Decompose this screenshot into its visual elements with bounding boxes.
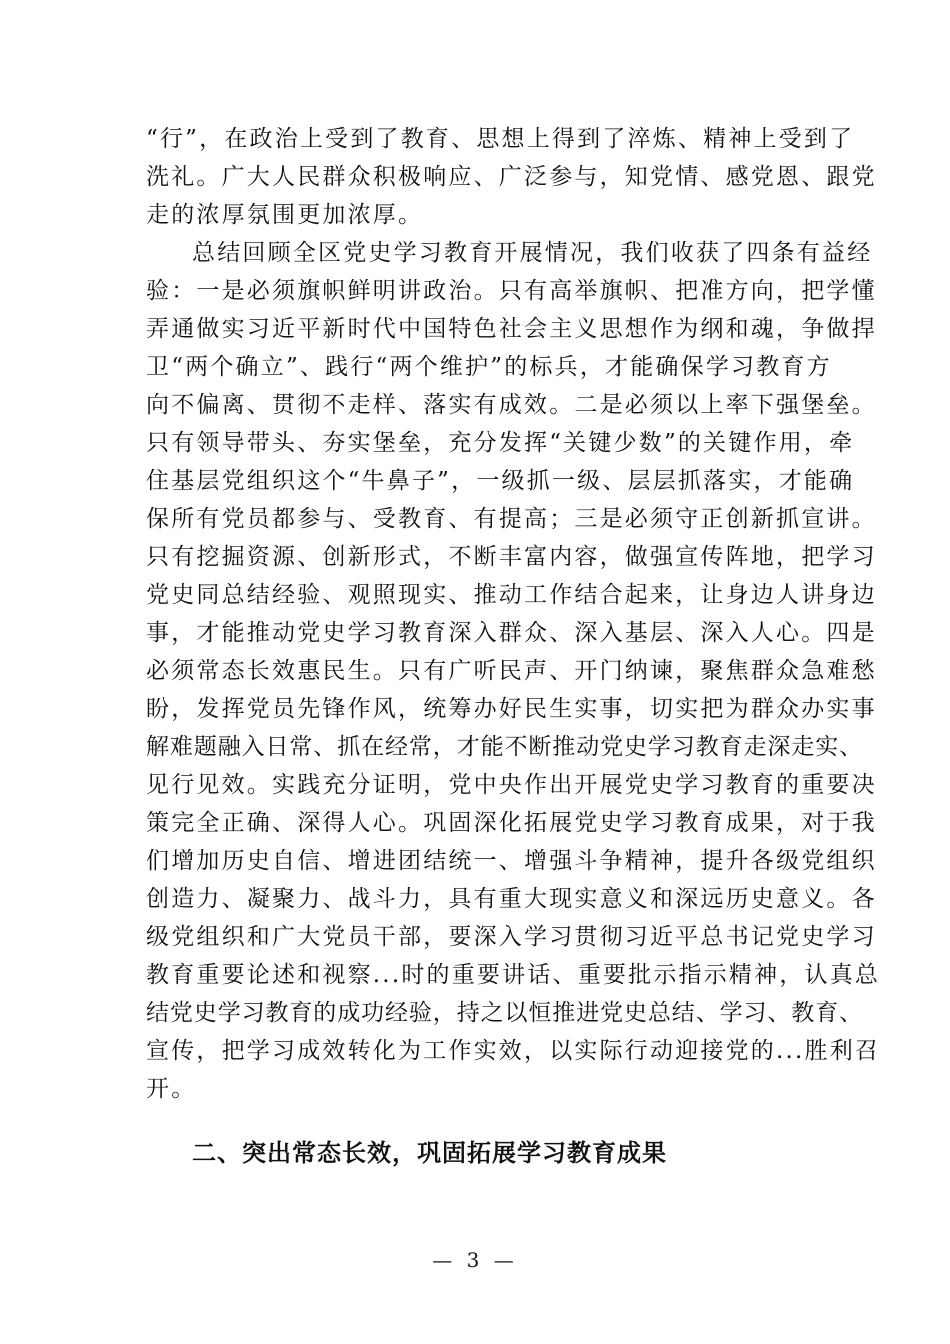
body-line: 验：一是必须旗帜鲜明讲政治。只有高举旗帜、把准方向，把学懂 <box>146 278 877 304</box>
body-line: 结党史学习教育的成功经验，持之以恒推进党史总结、学习、教育、 <box>146 1000 863 1026</box>
body-line: 住基层党组织这个“牛鼻子”，一级抓一级、层层抓落实，才能确 <box>146 468 855 494</box>
body-line: 保所有党员都参与、受教育、有提高；三是必须守正创新抓宣讲。 <box>146 506 877 532</box>
body-line: 走的浓厚氛围更加浓厚。 <box>146 202 424 228</box>
body-line: 向不偏离、贯彻不走样、落实有成效。二是必须以上率下强堡垒。 <box>146 392 877 418</box>
body-line: 们增加历史自信、增进团结统一、增强斗争精神，提升各级党组织 <box>146 848 877 874</box>
body-line: 洗礼。广大人民群众积极响应、广泛参与，知党情、感党恩、跟党 <box>146 164 877 190</box>
body-line: 开。 <box>146 1076 197 1102</box>
body-line: 见行见效。实践充分证明，党中央作出开展党史学习教育的重要决 <box>146 772 877 798</box>
body-line: 只有挖掘资源、创新形式，不断丰富内容，做强宣传阵地，把学习 <box>146 544 877 570</box>
body-line: 党史同总结经验、观照现实、推动工作结合起来，让身边人讲身边 <box>146 582 877 608</box>
body-line: 策完全正确、深得人心。巩固深化拓展党史学习教育成果，对于我 <box>146 810 877 836</box>
body-line: 卫“两个确立”、践行“两个维护”的标兵，才能确保学习教育方 <box>146 354 832 380</box>
section-heading: 二、突出常态长效，巩固拓展学习教育成果 <box>192 1139 667 1167</box>
page-number: — 3 — <box>432 1248 518 1272</box>
body-line: 只有领导带头、夯实堡垒，充分发挥“关键少数”的关键作用，牵 <box>146 430 855 456</box>
body-line: 弄通做实习近平新时代中国特色社会主义思想作为纲和魂，争做捍 <box>146 316 877 342</box>
body-line: 级党组织和广大党员干部，要深入学习贯彻习近平总书记党史学习 <box>146 924 877 950</box>
body-line: 宣传，把学习成效转化为工作实效，以实际行动迎接党的...胜利召 <box>146 1038 881 1064</box>
body-line: 事，才能推动党史学习教育深入群众、深入基层、深入人心。四是 <box>146 620 877 646</box>
body-line: 盼，发挥党员先锋作风，统筹办好民生实事，切实把为群众办实事 <box>146 696 877 722</box>
body-line: 创造力、凝聚力、战斗力，具有重大现实意义和深远历史意义。各 <box>146 886 877 912</box>
body-line: 解难题融入日常、抓在经常，才能不断推动党史学习教育走深走实、 <box>146 734 863 760</box>
body-line: 教育重要论述和视察...时的重要讲话、重要批示指示精神，认真总 <box>146 962 881 988</box>
body-line: “行”，在政治上受到了教育、思想上得到了淬炼、精神上受到了 <box>146 126 855 152</box>
body-line: 必须常态长效惠民生。只有广听民声、开门纳谏，聚焦群众急难愁 <box>146 658 877 684</box>
body-line: 总结回顾全区党史学习教育开展情况，我们收获了四条有益经 <box>192 240 873 266</box>
